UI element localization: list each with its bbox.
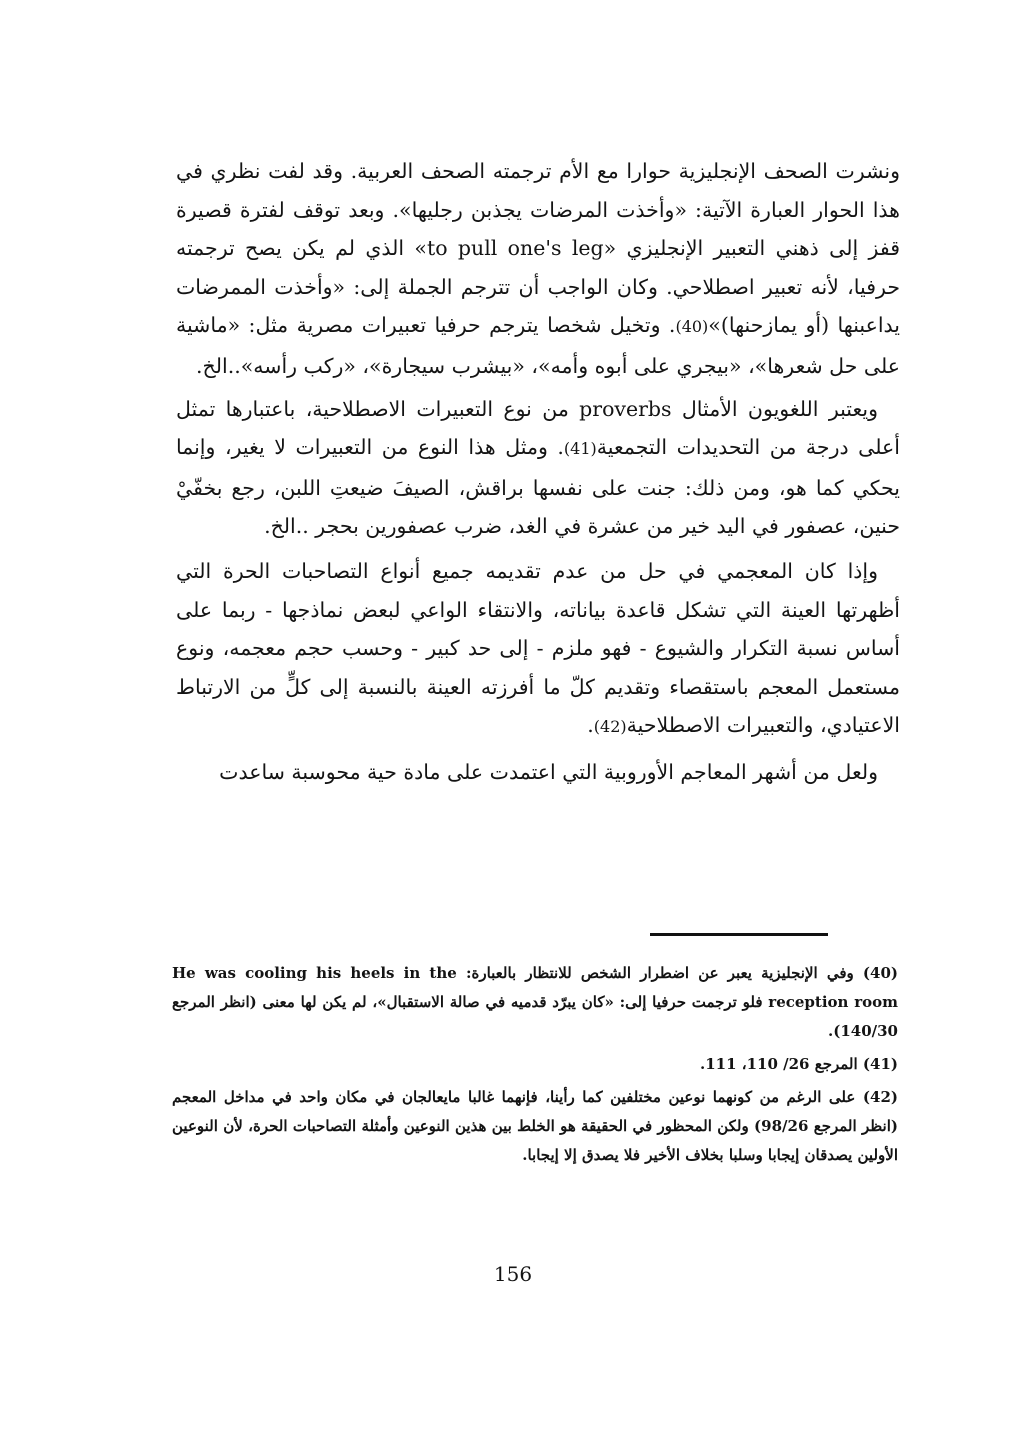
paragraph-2-text-a: ويعتبر اللغويون الأمثال — [671, 396, 878, 421]
paragraph-2-text-c: . ومثل هذا النوع من التعبيرات لا يغير، وإنما يحكي كما هو، ومن ذلك: جنت على نفسها براقش، الصيفَ ضيعتِ اللبن، رجع بخفّيْ حنين، عصفور في اليد خير من عشرة في الغد، ضرب عصفورين بحجر ..الخ. — [176, 435, 900, 539]
main-text — [176, 152, 900, 798]
footnote-41 — [172, 1050, 898, 1079]
paragraph-1-text-b: » الذي لم يكن يصح ترجمته حرفيا، لأنه تعبير اصطلاحي. وكان الواجب أن تترجم الجملة إلى: «وأخذت الممرضات يداعبنها (أو يمازحنها)» — [176, 236, 901, 338]
footnote-42-text: على الرغم من كونهما نوعين مختلفين كما رأينا، فإنهما غالبا مايعالجان في مكان واحد في مداخل المعجم (انظر المرجع 98/26) ولكن المحظور في الحقيقة هو الخلط بين هذين النوعين وأمثلة التصاحبات الحرة، لأن النوعين الأولين يصدقان إيجابا وسلبا بخلاف الأخير فلا يصدق إلا إيجابا. — [172, 1088, 898, 1164]
footnote-40-text-b: فلو ترجمت حرفيا إلى: «كان يبرّد قدميه في صالة الاستقبال»، لم يكن لها معنى (انظر المرجع 140/30). — [172, 993, 898, 1040]
footnote-ref-42: (42) — [593, 717, 627, 737]
footnotes — [172, 959, 898, 1174]
paragraph-3-text-b: . — [587, 713, 594, 738]
english-term: proverbs — [579, 396, 672, 421]
footnote-number: (42) — [862, 1088, 898, 1106]
paragraph-4 — [176, 753, 900, 792]
footnote-40-text-a: وفي الإنجليزية يعبر عن اضطرار الشخص للانتظار بالعبارة: — [456, 964, 854, 982]
footnote-number: (40) — [862, 964, 898, 982]
page-number: 156 — [493, 1262, 533, 1286]
footnote-40-english: He was cooling his heels in the reception room — [172, 964, 898, 1011]
paragraph-1-text-a: ونشرت الصحف الإنجليزية حوارا مع الأم ترجمته الصحف العربية. وقد لفت نظري في هذا الحوار العبارة الآتية: «وأخذت المرضات يجذبن رجليها». وبعد توقف لفترة قصيرة قفز إلى ذهني التعبير الإنجليزي « — [176, 159, 901, 261]
footnote-number: (41) — [862, 1055, 898, 1073]
paragraph-1 — [176, 152, 900, 386]
footnote-41-text: المرجع 26/ 110، 111. — [699, 1055, 858, 1073]
paragraph-2-text-b: من نوع التعبيرات الاصطلاحية، باعتبارها تمثل أعلى درجة من التحديدات التجمعية — [176, 396, 900, 460]
english-idiom: to pull one's leg — [426, 236, 604, 261]
paragraph-2 — [176, 390, 900, 546]
paragraph-3 — [176, 552, 900, 747]
footnote-ref-41: (41) — [563, 439, 597, 459]
footnote-ref-40: (40) — [675, 317, 709, 337]
footnote-40 — [172, 959, 898, 1046]
paragraph-4-text: ولعل من أشهر المعاجم الأوروبية التي اعتمدت على مادة حية محوسبة ساعدت — [219, 759, 878, 784]
footnote-42 — [172, 1083, 898, 1170]
paragraph-1-text-c: . وتخيل شخصا يترجم حرفيا تعبيرات مصرية مثل: «ماشية على حل شعرها»، «بيجري على أبوه وأمه»، «بيشرب سيجارة»، «ركب رأسه»..الخ. — [176, 313, 900, 378]
footnote-separator — [650, 933, 828, 936]
paragraph-3-text-a: وإذا كان المعجمي في حل من عدم تقديمه جميع أنواع التصاحبات الحرة التي أظهرتها العينة التي تشكل قاعدة بياناته، والانتقاء الواعي لبعض نماذجها - ربما على أساس نسبة التكرار والشيوع - فهو ملزم - إلى حد كبير - وحسب حجم معجمه، ونوع مستعمل المعجم باستقصاء وتقديم كلّ ما أفرزته العينة بالنسبة إلى كلٍّ من الارتباط الاعتيادي، والتعبيرات الاصطلاحية — [176, 558, 900, 738]
